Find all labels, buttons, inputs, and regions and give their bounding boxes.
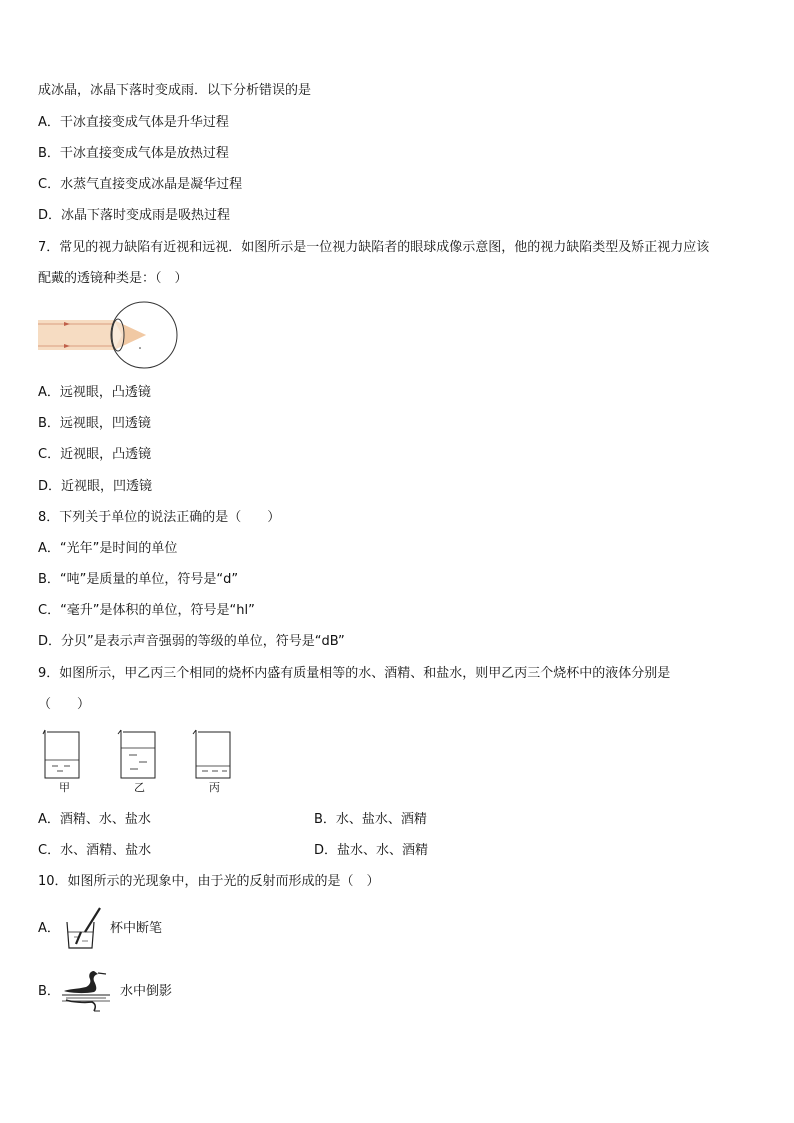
q10-option-b-letter: B． [38, 984, 60, 999]
q9-option-a: A．酒精、水、盐水 [38, 812, 151, 827]
q7-option-d: D．近视眼，凹透镜 [38, 479, 153, 494]
q9-option-c: C．水、酒精、盐水 [38, 843, 152, 858]
q10-option-b-caption: 水中倒影 [120, 984, 173, 999]
q8-option-d: D．分贝”是表示声音强弱的等级的单位，符号是“dB” [38, 634, 345, 649]
q8-option-a: A．“光年”是时间的单位 [38, 541, 178, 556]
q10-option-a-letter: A． [38, 921, 60, 936]
q10-option-a-caption: 杯中断笔 [110, 921, 163, 936]
q9-option-d: D．盐水、水、酒精 [314, 843, 429, 858]
q6-option-b: B．干冰直接变成气体是放热过程 [38, 146, 229, 161]
q6-option-d: D．冰晶下落时变成雨是吸热过程 [38, 208, 231, 223]
q7-option-b: B．远视眼，凹透镜 [38, 416, 151, 431]
q8-stem: 8．下列关于单位的说法正确的是（ ） [38, 510, 281, 525]
q9-option-b: B．水、盐水、酒精 [314, 812, 427, 827]
bird-reflection-icon [60, 967, 114, 1015]
q8-option-b: B．“吨”是质量的单位，符号是“d” [38, 572, 239, 587]
beaker-yi [118, 730, 155, 778]
q6-stem-continuation: 成冰晶，冰晶下落时变成雨．以下分析错误的是 [38, 83, 312, 98]
beaker-jia [43, 730, 79, 778]
beaker-label-yi: 乙 [134, 781, 145, 794]
q7-stem-line2: 配戴的透镜种类是：（ ） [38, 271, 188, 286]
eye-diagram [38, 298, 180, 370]
q7-option-a: A．远视眼，凸透镜 [38, 385, 151, 400]
q7-option-c: C．近视眼，凸透镜 [38, 447, 152, 462]
q6-option-a: A．干冰直接变成气体是升华过程 [38, 115, 229, 130]
broken-pencil-in-cup-icon [64, 906, 108, 952]
q9-stem-line1: 9．如图所示，甲乙丙三个相同的烧杯内盛有质量相等的水、酒精、和盐水，则甲乙丙三个烧杯中的液体分别是 [38, 666, 671, 681]
beaker-label-jia: 甲 [59, 781, 70, 794]
q10-stem: 10．如图所示的光现象中，由于光的反射而形成的是（ ） [38, 874, 380, 889]
beaker-bing [193, 730, 230, 778]
q8-option-c: C．“毫升”是体积的单位，符号是“hl” [38, 603, 255, 618]
beaker-label-bing: 丙 [209, 781, 220, 794]
q7-stem-line1: 7．常见的视力缺陷有近视和远视．如图所示是一位视力缺陷者的眼球成像示意图，他的视力缺陷类型及矫正视力应该 [38, 240, 710, 255]
q9-stem-line2: （ ） [38, 697, 91, 712]
beakers-figure [42, 728, 242, 782]
q6-option-c: C．水蒸气直接变成冰晶是凝华过程 [38, 177, 243, 192]
